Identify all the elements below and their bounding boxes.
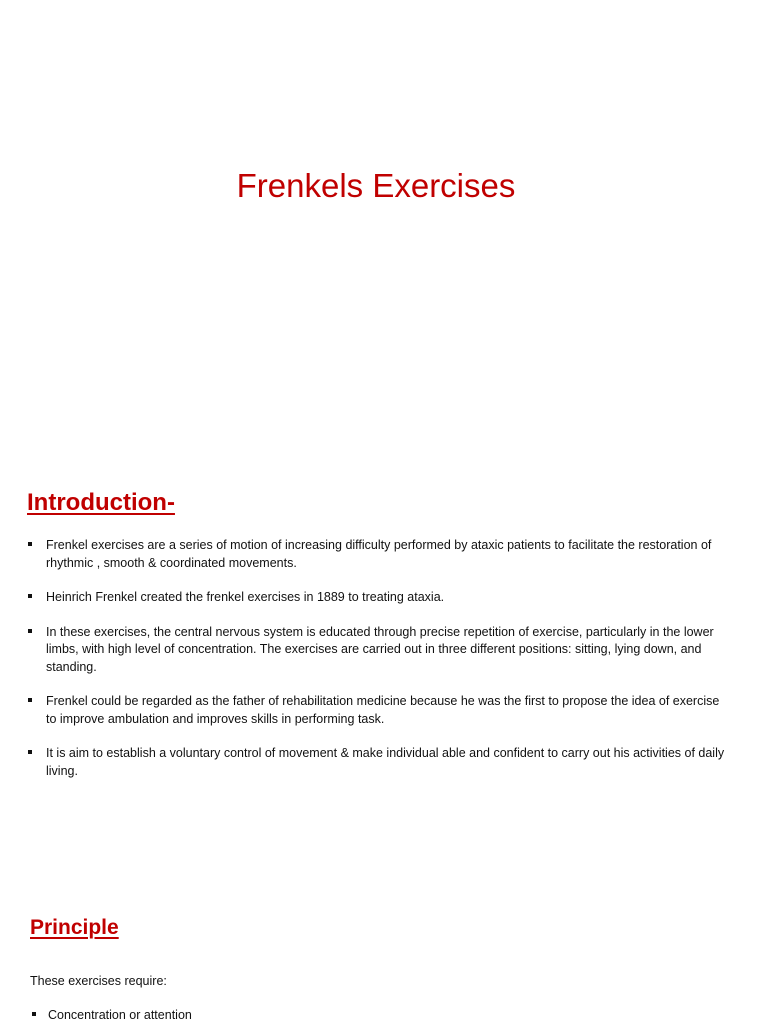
list-item (30, 1007, 192, 1024)
square-bullet-icon (28, 698, 32, 702)
list-item (27, 693, 732, 728)
document-title: Frenkels Exercises (236, 167, 516, 204)
list-item (27, 589, 732, 607)
bullet-text: Frenkel exercises are a series of motion of increasing difficulty performed by ataxic patients to facilitate the restoration of rhythmic , smooth & coordinated movements. (46, 538, 712, 570)
bullet-text: It is aim to establish a voluntary control of movement & make individual able and confident to carry out his activities of daily living. (46, 746, 725, 778)
introduction-bullet-list (27, 537, 732, 797)
principle-heading: Principle (30, 916, 119, 939)
introduction-heading: Introduction- (27, 489, 175, 516)
square-bullet-icon (28, 750, 32, 754)
list-item (27, 537, 732, 572)
bullet-text: Frenkel could be regarded as the father of rehabilitation medicine because he was the first to propose the idea of exercise to improve ambulation and improves skills in performing task. (46, 694, 720, 726)
square-bullet-icon (28, 542, 32, 546)
list-item (27, 745, 732, 780)
bullet-text: Heinrich Frenkel created the frenkel exercises in 1889 to treating ataxia. (46, 590, 445, 604)
principle-intro-text: These exercises require: (30, 974, 167, 988)
bullet-text: Concentration or attention (48, 1008, 192, 1022)
square-bullet-icon (28, 629, 32, 633)
principle-bullet-list (30, 1007, 192, 1024)
square-bullet-icon (32, 1012, 36, 1016)
square-bullet-icon (28, 594, 32, 598)
bullet-text: In these exercises, the central nervous system is educated through precise repetition of exercise, particularly in the lower limbs, with high level of concentration. The exercises are carried out in three different positions: sitting, lying down, and standing. (46, 624, 714, 674)
list-item (27, 624, 732, 677)
